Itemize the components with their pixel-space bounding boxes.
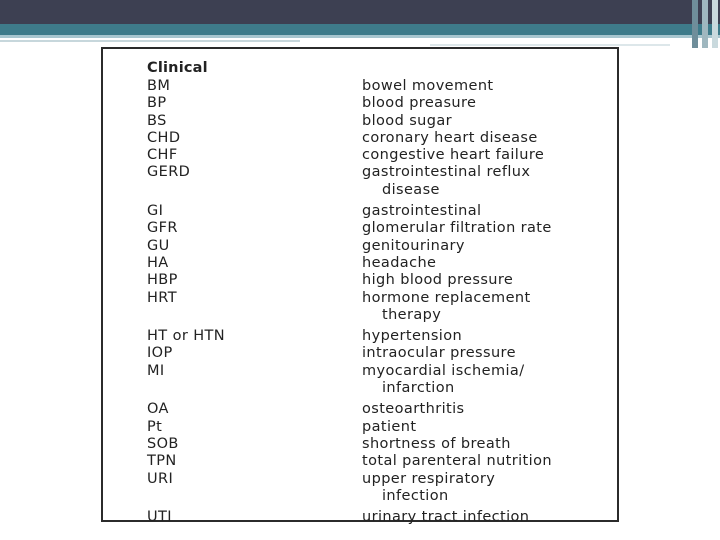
abbreviation-row bbox=[147, 453, 607, 470]
abbreviation-definition bbox=[362, 471, 607, 506]
abbreviation-row bbox=[147, 419, 607, 436]
definition-continuation: infection bbox=[382, 487, 449, 504]
abbreviation-code: Pt bbox=[147, 418, 163, 435]
abbreviation-definition bbox=[362, 419, 607, 436]
abbreviation-code: BP bbox=[147, 95, 167, 112]
corner-decoration bbox=[690, 0, 720, 48]
definition-text: congestive heart failure bbox=[362, 147, 545, 164]
abbreviation-code: BS bbox=[147, 112, 167, 129]
abbreviation-code: GU bbox=[147, 237, 170, 254]
abbreviation-row bbox=[147, 363, 607, 398]
abbreviation-code: GFR bbox=[147, 220, 178, 237]
abbreviation-definition bbox=[362, 113, 607, 130]
definition-text: headache bbox=[362, 254, 437, 271]
definition-text: gastrointestinal bbox=[362, 203, 482, 220]
definition-text: blood preasure bbox=[362, 95, 477, 112]
abbreviation-definition bbox=[362, 164, 607, 199]
definition-text: glomerular filtration rate bbox=[362, 220, 552, 237]
slide-accent-stripe-light bbox=[0, 35, 720, 38]
definition-text: urinary tract infection bbox=[362, 509, 530, 526]
abbreviation-code: GERD bbox=[147, 164, 191, 181]
abbreviation-code: OA bbox=[147, 401, 169, 418]
abbreviation-code: URI bbox=[147, 470, 174, 487]
abbreviation-row bbox=[147, 130, 607, 147]
definition-text: hormone replacement bbox=[362, 289, 531, 306]
abbreviation-definition bbox=[362, 328, 607, 345]
abbreviation-row bbox=[147, 401, 607, 418]
abbreviation-definition bbox=[362, 78, 607, 95]
abbreviation-code: HA bbox=[147, 254, 169, 271]
definition-text: coronary heart disease bbox=[362, 129, 538, 146]
definition-text: intraocular pressure bbox=[362, 345, 516, 362]
abbreviation-definition bbox=[362, 95, 607, 112]
abbreviation-row bbox=[147, 509, 607, 526]
abbreviation-definition bbox=[362, 345, 607, 362]
definition-text: patient bbox=[362, 418, 417, 435]
definition-text: total parenteral nutrition bbox=[362, 453, 552, 470]
definition-text: gastrointestinal reflux bbox=[362, 164, 531, 181]
abbreviation-code: HRT bbox=[147, 289, 177, 306]
abbreviation-row bbox=[147, 345, 607, 362]
abbreviation-row bbox=[147, 238, 607, 255]
slide-accent-stripe bbox=[0, 24, 720, 35]
abbreviation-row bbox=[147, 78, 607, 95]
abbreviation-row bbox=[147, 328, 607, 345]
abbreviation-code: MI bbox=[147, 362, 165, 379]
abbreviation-row bbox=[147, 290, 607, 325]
abbreviation-row bbox=[147, 113, 607, 130]
abbreviation-definition bbox=[362, 401, 607, 418]
definition-continuation: infarction bbox=[382, 380, 455, 397]
abbreviation-definition bbox=[362, 453, 607, 470]
abbreviation-code: CHF bbox=[147, 147, 178, 164]
abbreviation-row bbox=[147, 255, 607, 272]
abbreviation-row bbox=[147, 147, 607, 164]
abbreviation-table bbox=[147, 59, 607, 526]
abbreviation-code: CHD bbox=[147, 129, 181, 146]
definition-text: blood sugar bbox=[362, 112, 452, 129]
abbreviation-code: TPN bbox=[147, 453, 177, 470]
definition-text: myocardial ischemia/ bbox=[362, 362, 525, 379]
definition-continuation: therapy bbox=[382, 306, 442, 323]
definition-text: high blood pressure bbox=[362, 272, 514, 289]
abbreviation-row bbox=[147, 164, 607, 199]
table-heading: Clinical bbox=[147, 60, 208, 76]
abbreviation-row bbox=[147, 436, 607, 453]
definition-text: osteoarthritis bbox=[362, 401, 465, 418]
abbreviation-code: HT or HTN bbox=[147, 328, 226, 345]
abbreviation-definition bbox=[362, 220, 607, 237]
abbreviation-definition bbox=[362, 130, 607, 147]
abbreviation-definition bbox=[362, 363, 607, 398]
decorative-rule bbox=[0, 40, 300, 42]
abbreviation-definition bbox=[362, 436, 607, 453]
abbreviation-list bbox=[147, 78, 607, 526]
definition-continuation: disease bbox=[382, 181, 440, 198]
abbreviation-row bbox=[147, 220, 607, 237]
definition-text: shortness of breath bbox=[362, 435, 511, 452]
abbreviation-row bbox=[147, 95, 607, 112]
abbreviation-code: UTI bbox=[147, 509, 172, 526]
abbreviation-definition bbox=[362, 147, 607, 164]
abbreviation-definition bbox=[362, 290, 607, 325]
abbreviation-definition bbox=[362, 255, 607, 272]
definition-text: bowel movement bbox=[362, 78, 494, 94]
abbreviation-row bbox=[147, 203, 607, 220]
decorative-rule bbox=[430, 44, 670, 46]
slide-header-bar bbox=[0, 0, 720, 24]
definition-text: upper respiratory bbox=[362, 470, 496, 487]
abbreviation-table-image bbox=[101, 47, 619, 526]
abbreviation-code: HBP bbox=[147, 272, 178, 289]
abbreviation-code: SOB bbox=[147, 435, 179, 452]
abbreviation-row bbox=[147, 471, 607, 506]
abbreviation-definition bbox=[362, 509, 607, 526]
abbreviation-code: GI bbox=[147, 203, 164, 220]
abbreviation-code: IOP bbox=[147, 345, 173, 362]
definition-text: genitourinary bbox=[362, 237, 465, 254]
abbreviation-code: BM bbox=[147, 78, 171, 94]
abbreviation-definition bbox=[362, 238, 607, 255]
abbreviation-definition bbox=[362, 272, 607, 289]
definition-text: hypertension bbox=[362, 328, 463, 345]
abbreviation-definition bbox=[362, 203, 607, 220]
abbreviation-row bbox=[147, 272, 607, 289]
